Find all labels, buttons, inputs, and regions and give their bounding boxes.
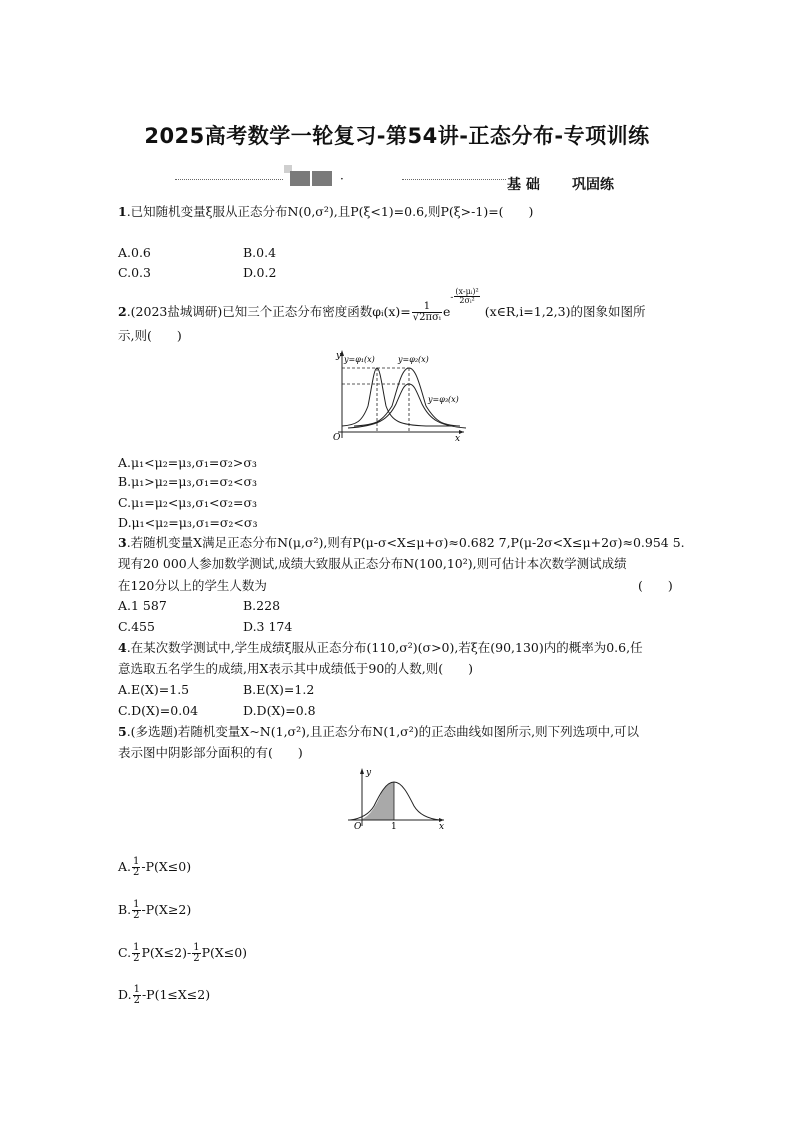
fraction-denominator: √2πσᵢ [412,312,441,323]
question-3-line2: 现有20 000人参加数学测试,成绩大致服从正态分布N(100,10²),则可估计本次数学测试成绩 [118,556,627,571]
q5-graph [344,766,448,830]
denominator: 2 [133,995,140,1006]
option-d [118,985,210,1006]
option-d: D.μ₁<μ₂=μ₃,σ₁=σ₂<σ₃ [118,515,258,530]
fraction [412,302,442,323]
numerator: 1 [133,856,140,867]
label-phi1: y=φ₁(x) [344,355,375,364]
question-2 [118,287,646,323]
question-text: .若随机变量X满足正态分布N(μ,σ²),则有P(μ-σ<X≤μ+σ)≈0.682 7,P(μ-2σ<X≤μ+2σ)≈0.954 5. [126,535,685,550]
origin-label: O [354,822,362,830]
option-b: B.228 [243,598,281,613]
y-axis-arrow [360,768,364,774]
question-text-cont: (x∈R,i=1,2,3)的图象如图所 [484,304,646,319]
option-c: C.0.3 [118,265,151,280]
question-text: .(多选题)若随机变量X~N(1,σ²),且正态分布N(1,σ²)的正态曲线如图所示,则下列选项中,可以 [126,724,640,739]
half-fraction [132,857,140,878]
answer-bracket: ( ) [638,578,673,593]
option-rest: -P(X≥2) [141,902,192,917]
option-rest: P(X≤0) [201,945,248,960]
option-a: A.1 587 [118,598,167,613]
origin-label: O [333,433,341,442]
numerator: 1 [193,942,200,953]
option-b [118,900,191,921]
question-text: .已知随机变量ξ服从正态分布N(0,σ²),且P(ξ<1)=0.6,则P(ξ>-1)=( ) [126,204,534,219]
numerator: 1 [133,942,140,953]
option-c: C.D(X)=0.04 [118,703,199,718]
tick-label: 1 [391,822,397,830]
option-d: D.0.2 [243,265,277,280]
section-divider-left [175,179,283,180]
q2-graph [326,346,468,442]
option-a: A.μ₁<μ₂=μ₃,σ₁=σ₂>σ₃ [118,455,257,470]
exponent-fraction [454,288,479,305]
question-number: 4 [118,640,127,655]
denominator: 2 [133,910,140,921]
denominator: 2 [133,867,140,878]
y-label: y [336,351,342,361]
question-3 [118,535,685,551]
numerator: 1 [133,899,140,910]
page-title: 2025高考数学一轮复习-第54讲-正态分布-专项训练 [144,124,650,148]
question-number: 5 [118,724,127,739]
question-number: 2 [118,304,127,319]
question-text: .(2023盐城调研)已知三个正态分布密度函数φᵢ(x)= [126,304,411,319]
option-a: A.E(X)=1.5 [118,682,190,697]
option-c [118,943,247,964]
option-b: B.μ₁>μ₂=μ₃,σ₁=σ₂<σ₃ [118,474,258,489]
exponent-numerator: (x-μᵢ)² [455,287,479,296]
option-prefix: A. [118,859,132,874]
option-c: C.μ₁=μ₂<μ₃,σ₁<σ₂=σ₃ [118,495,257,510]
question-3-line3: 在120分以上的学生人数为 [118,578,267,593]
question-5 [118,724,639,740]
question-number: 1 [118,204,127,219]
section-label: 基 础 [507,177,540,193]
normal-curve [350,782,440,820]
option-rest: -P(1≤X≤2) [141,987,211,1002]
option-mid: P(X≤2)- [141,945,192,960]
option-d: D.3 174 [243,619,293,634]
section-divider-right [402,179,506,180]
x-label: x [439,822,445,830]
option-a: A.0.6 [118,245,151,260]
denominator: 2 [193,953,200,964]
half-fraction [132,943,140,964]
option-d: D.D(X)=0.8 [243,703,316,718]
half-fraction [133,985,141,1006]
option-b: B.E(X)=1.2 [243,682,315,697]
option-b: B.0.4 [243,245,277,260]
question-5-line2: 表示图中阴影部分面积的有( ) [118,745,303,760]
question-2-line2: 示,则( ) [118,328,182,343]
y-label: y [366,768,372,778]
section-dot: · [340,172,344,186]
label-phi2: y=φ₂(x) [398,355,429,364]
option-prefix: B. [118,902,132,917]
half-fraction [132,900,140,921]
section-block-1 [290,171,310,186]
exp-base: e [442,304,451,319]
question-text: .在某次数学测试中,学生成绩ξ服从正态分布(110,σ²)(σ>0),若ξ在(90,130)内的概率为0.6,任 [126,640,643,655]
curve-phi3 [348,384,466,428]
numerator: 1 [133,984,140,995]
section-block-2 [312,171,332,186]
option-a [118,857,191,881]
half-fraction [192,943,200,964]
question-1 [118,204,533,220]
exponent-denominator: 2σᵢ² [459,296,475,305]
denominator: 2 [133,953,140,964]
x-label: x [455,434,461,442]
option-prefix: C. [118,945,132,960]
question-4 [118,640,643,656]
question-4-line2: 意选取五名学生的成绩,用X表示其中成绩低于90的人数,则( ) [118,661,474,676]
section-sublabel: 巩固练 [572,177,614,193]
option-rest: -P(X≤0) [141,859,192,874]
fraction-numerator: 1 [412,302,442,313]
option-c: C.455 [118,619,155,634]
exponent: - $\frac{\text{(x-μᵢ)²}}{\text{2σᵢ²}}$ [450,287,479,305]
label-phi3: y=φ₃(x) [428,395,459,404]
option-prefix: D. [118,987,132,1002]
question-number: 3 [118,535,127,550]
